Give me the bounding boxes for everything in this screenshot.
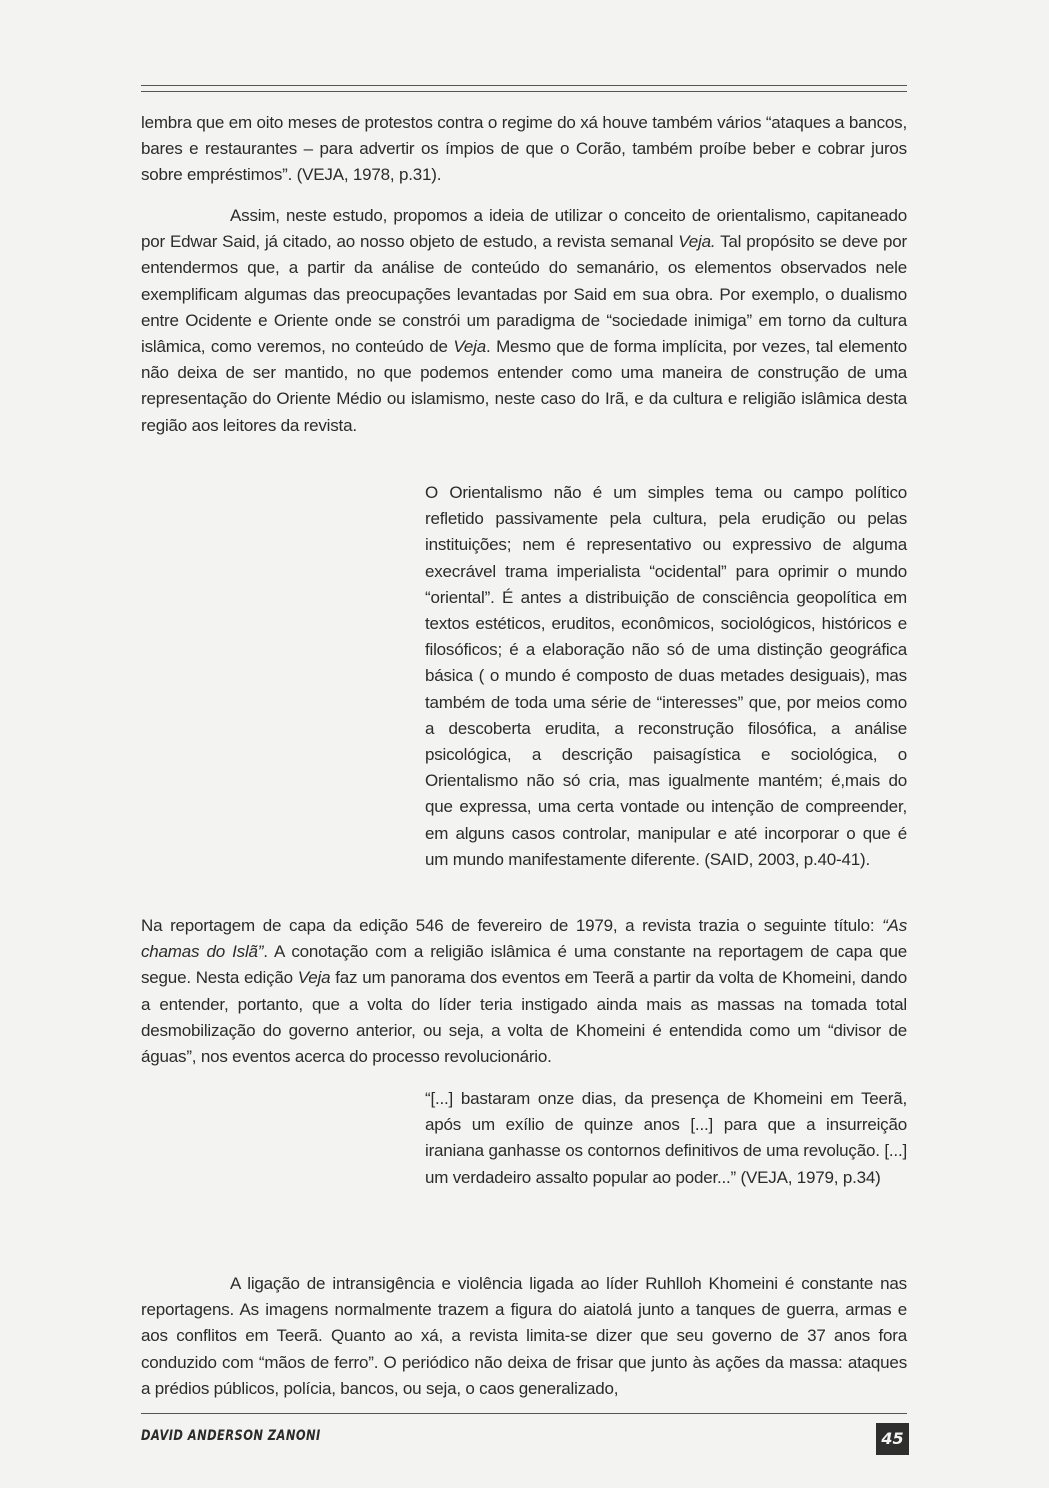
block-quote-veja <box>425 1086 907 1191</box>
block-quote-said <box>425 480 907 873</box>
quote-text: O Orientalismo não é um simples tema ou campo político refletido passivamente pela cultura, pela erudição ou pelas instituições; nem é representativo ou expressivo de alguma execrável trama imperialista “ocidental” para oprimir o mundo “oriental”. É antes a distribuição de consciência geopolítica em textos estéticos, eruditos, econômicos, sociológicos, históricos e filosóficos; é a elaboração não só de uma distinção geográfica básica ( o mundo é composto de duas metades desiguais), mas também de toda uma série de “interesses” que, por meios como a descoberta erudita, a reconstrução filosófica, a análise psicológica, a descrição paisagística e sociológica, o Orientalismo não só cria, mas igualmente mantém; é,mais do que expressa, uma certa vontade ou intenção de compreender, em alguns casos controlar, manipular e até incorporar o que é um mundo manifestamente diferente. (SAID, 2003, p.40-41). <box>425 483 907 869</box>
paragraph-text: lembra que em oito meses de protestos contra o regime do xá houve também vários “ataques a bancos, bares e restaurantes – para advertir os ímpios de que o Corão, também proíbe beber e cobrar juros sobre empréstimos”. (VEJA, 1978, p.31). <box>141 113 907 185</box>
paragraph-text: Na reportagem de capa da edição 546 de fevereiro de 1979, a revista trazia o seguinte título: <box>141 916 883 935</box>
paragraph-cover-story <box>141 913 907 1070</box>
quote-text: “[...] bastaram onze dias, da presença de Khomeini em Teerã, após um exílio de quinze anos [...] para que a insurreição iraniana ganhasse os contornos definitivos de uma revolução. [...] um verdadeiro assalto popular ao poder...” (VEJA, 1979, p.34) <box>425 1089 907 1187</box>
paragraph-text: . A conotação com a religião islâmica é uma constante na reportagem de capa que segue. Nesta edição <box>141 942 908 988</box>
footer-rule <box>141 1413 907 1414</box>
header-double-rule <box>141 85 907 92</box>
paragraph-orientalism-concept <box>141 203 907 439</box>
paragraph-khomeini <box>141 1271 907 1402</box>
paragraph-text: Tal propósito se deve por entendermos que, a partir da análise de conteúdo do semanário, os elementos observados nele exemplificam algumas das preocupações levantadas por Said em sua obra. Por exemplo, o dualismo entre Ocidente e Oriente onde se constrói um paradigma de “sociedade inimiga” em torno da cultura islâmica, como veremos, no conteúdo de <box>141 232 907 357</box>
paragraph-text: . Mesmo que de forma implícita, por vezes, tal elemento não deixa de ser mantido, no que podemos entender como uma maneira de construção de uma representação do Oriente Médio ou islamismo, neste caso do Irã, e da cultura e religião islâmica desta região aos leitores da revista. <box>141 337 907 435</box>
italic-veja: Veja <box>297 968 331 988</box>
paragraph-text: Assim, neste estudo, propomos a ideia de utilizar o conceito de orientalismo, capitaneado por Edwar Said, já citado, ao nosso objeto de estudo, a revista semanal <box>141 206 907 252</box>
italic-veja: Veja. <box>678 232 716 252</box>
italic-title: “As chamas do Islã” <box>141 916 907 962</box>
footer-author: DAVID ANDERSON ZANONI <box>141 1428 321 1444</box>
paragraph-text: A ligação de intransigência e violência ligada ao líder Ruhlloh Khomeini é constante nas reportagens. As imagens normalmente trazem a figura do aiatolá junto a tanques de guerra, armas e aos conflitos em Teerã. Quanto ao xá, a revista limita-se dizer que seu governo de 37 anos fora conduzido com “mãos de ferro”. O periódico não deixa de frisar que junto às ações da massa: ataques a prédios públicos, polícia, bancos, ou seja, o caos generalizado, <box>141 1274 907 1398</box>
paragraph-text: faz um panorama dos eventos em Teerã a partir da volta de Khomeini, dando a entender, portanto, que a volta do líder teria instigado ainda mais as massas na tomada total desmobilização do governo anterior, ou seja, a volta de Khomeini é entendida como um “divisor de águas”, nos eventos acerca do processo revolucionário. <box>141 968 907 1067</box>
paragraph-continuation <box>141 110 907 189</box>
page-number-badge: 45 <box>876 1423 909 1455</box>
italic-veja: Veja <box>453 337 486 357</box>
